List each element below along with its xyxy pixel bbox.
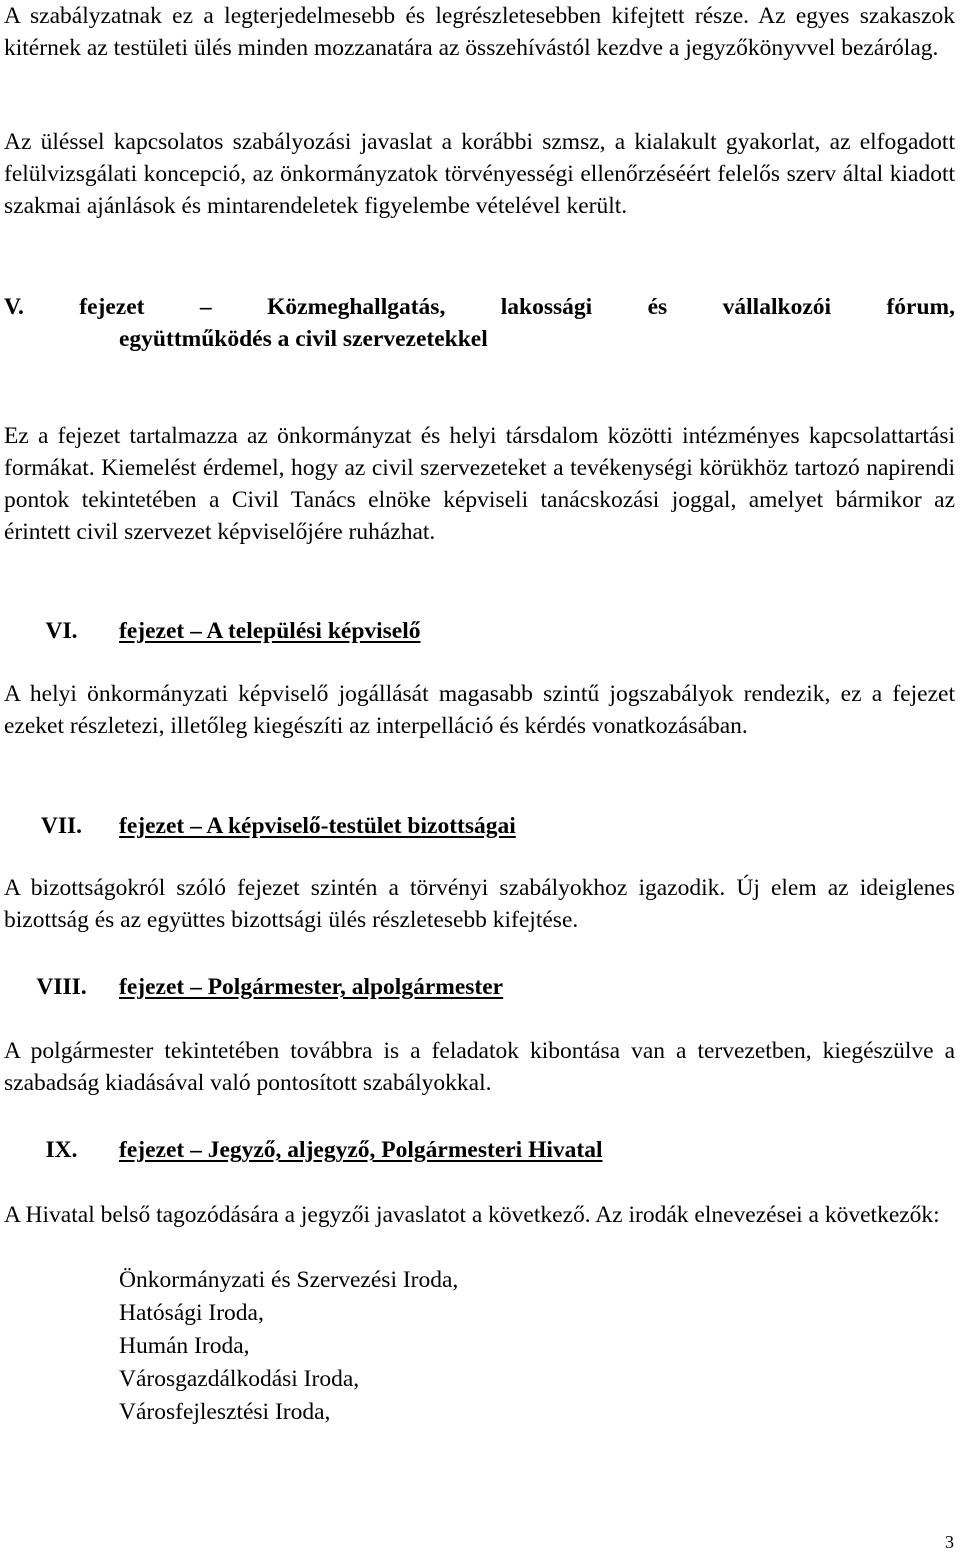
heading-chapter-viii-title: fejezet – Polgármester, alpolgármester [119,974,504,1000]
heading-chapter-vii [4,810,955,842]
list-item: Önkormányzati és Szervezési Iroda, [119,1267,459,1293]
heading-chapter-vi [4,615,955,647]
heading-chapter-v-title-line2: együttműködés a civil szervezetekkel [119,326,488,352]
heading-chapter-ix-title: fejezet – Jegyző, aljegyző, Polgármesteri Hivatal [119,1137,603,1163]
heading-chapter-viii-number: VIII. [36,974,87,1000]
heading-chapter-vi-title: fejezet – A települési képviselő [119,618,421,644]
heading-chapter-vii-number: VII. [40,813,83,839]
paragraph-office-structure: A Hivatal belső tagozódására a jegyzői javaslatot a következő. Az irodák elnevezései a következők: [4,1202,940,1228]
list-item: Városfejlesztési Iroda, [119,1399,331,1425]
heading-chapter-v-title-line1: fejezet – Közmeghallgatás, lakossági és vállalkozói fórum, [79,294,955,320]
heading-chapter-v [4,291,955,355]
page-number: 3 [945,1532,954,1552]
heading-chapter-ix-number: IX. [45,1137,78,1163]
paragraph-committees: A bizottságokról szóló fejezet szintén a törvényi szabályokhoz igazodik. Új elem az ideiglenes bizottság és az együttes bizottsági ülés részletesebb kifejtése. [4,875,955,933]
list-item: Hatósági Iroda, [119,1300,264,1326]
heading-chapter-vi-number: VI. [45,618,78,644]
paragraph-meeting-rules: Az üléssel kapcsolatos szabályozási javaslat a korábbi szmsz, a kialakult gyakorlat, az elfogadott felülvizsgálati koncepció, az önkormányzatok törvényességi ellenőrzéséért felelős szerv által kiadott szakmai ajánlások és mintarendeletek figyelembe vételével került. [4,129,955,219]
heading-chapter-v-number: V. [4,294,24,320]
list-item: Városgazdálkodási Iroda, [119,1366,360,1392]
office-list [119,1264,458,1429]
paragraph-representative: A helyi önkormányzati képviselő jogállását magasabb szintű jogszabályok rendezik, ez a fejezet ezeket részletezi, illetőleg kiegészíti az interpelláció és kérdés vonatkozásában. [4,681,955,739]
paragraph-mayor: A polgármester tekintetében továbbra is a feladatok kibontása van a tervezetben, kiegészülve a szabadság kiadásával való pontosított szabályokkal. [4,1038,955,1096]
paragraph-public-hearing: Ez a fejezet tartalmazza az önkormányzat és helyi társdalom közötti intézményes kapcsolattartási formákat. Kiemelést érdemel, hogy az civil szervezeteket a tevékenységi körükhöz tartozó napirendi pontok tekintetében a Civil Tanács elnöke képviseli tanácskozási joggal, amelyet bármikor az érintett civil szervezet képviselőjére ruházhat. [4,423,955,545]
paragraph-intro: A szabályzatnak ez a legterjedelmesebb és legrészletesebben kifejtett része. Az egyes szakaszok kitérnek az testületi ülés minden mozzanatára az összehívástól kezdve a jegyzőkönyvvel bezárólag. [4,3,955,61]
list-item: Humán Iroda, [119,1333,250,1359]
heading-chapter-ix [4,1134,955,1166]
heading-chapter-viii [4,971,955,1003]
heading-chapter-vii-title: fejezet – A képviselő-testület bizottságai [119,813,516,839]
